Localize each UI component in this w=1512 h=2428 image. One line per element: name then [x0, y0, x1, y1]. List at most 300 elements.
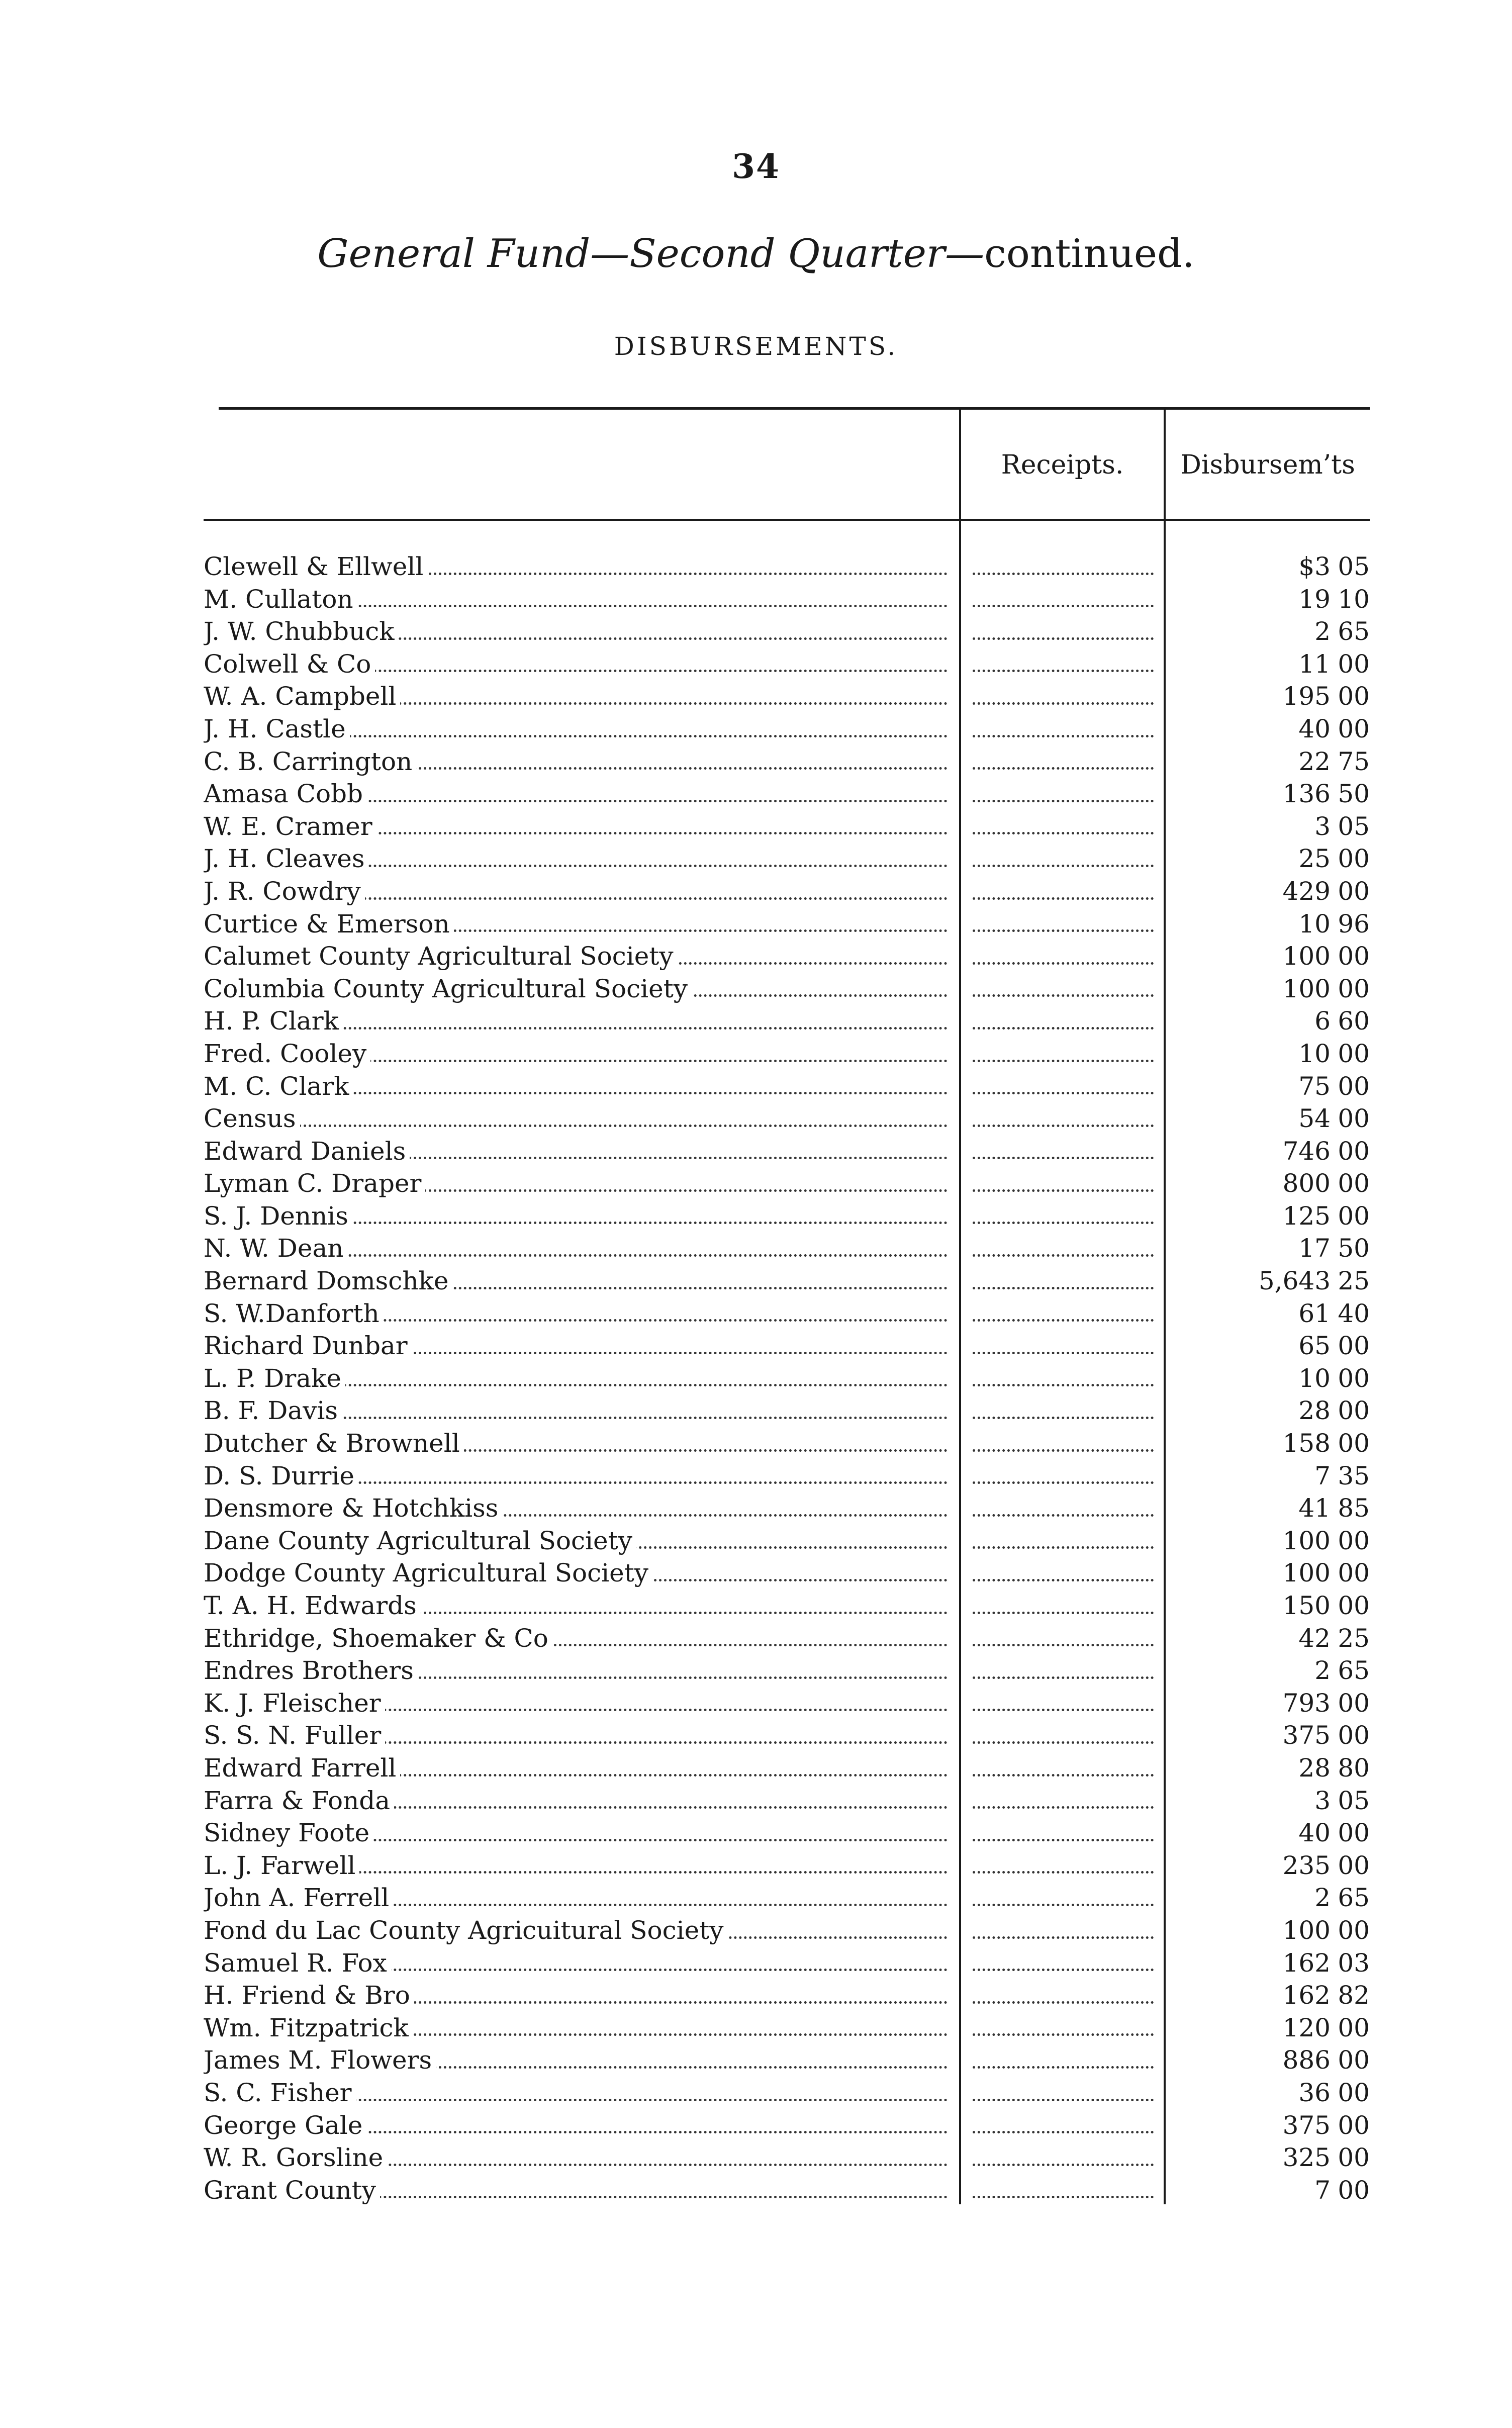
amount-dollars: 54: [1298, 1104, 1331, 1134]
amount-cents: 00: [1338, 2013, 1370, 2042]
amount-cents: 60: [1338, 1006, 1370, 1036]
amount-cents: 00: [1338, 1915, 1370, 1945]
amount-dollars: 10: [1298, 1039, 1331, 1068]
amount-dollars: 100: [1282, 974, 1331, 1003]
disbursement-amount: [1166, 2077, 1370, 2109]
receipts-cell: [973, 940, 1154, 973]
receipts-cell: [973, 583, 1154, 616]
payee-name: Densmore & Hotchkiss: [204, 1493, 502, 1523]
receipts-cell: [973, 1362, 1154, 1395]
amount-cents: 05: [1338, 552, 1370, 581]
payee-name: Dutcher & Brownell: [204, 1429, 464, 1458]
payee-cell: [204, 2012, 948, 2044]
payee-cell: [204, 1200, 948, 1233]
disbursement-amount: [1166, 1135, 1370, 1168]
payee-cell: [204, 940, 948, 973]
disbursement-amount: [1166, 1752, 1370, 1785]
payee-cell: [204, 1265, 948, 1297]
table-row: [204, 1785, 1370, 1817]
amount-dollars: 136: [1282, 779, 1331, 809]
receipts-cell: [973, 1525, 1154, 1557]
table-row: [204, 1394, 1370, 1427]
amount-cents: 65: [1338, 617, 1370, 646]
amount-dollars: 17: [1298, 1234, 1331, 1263]
disbursement-amount: [1166, 1102, 1370, 1135]
payee-name: W. R. Gorsline: [204, 2143, 387, 2172]
payee-cell: [204, 1038, 948, 1070]
payee-name: James M. Flowers: [204, 2045, 436, 2075]
amount-cents: 00: [1338, 714, 1370, 743]
payee-name: Endres Brothers: [204, 1656, 418, 1685]
amount-cents: 25: [1338, 1623, 1370, 1653]
table-row: [204, 1687, 1370, 1720]
amount-cents: 00: [1338, 1721, 1370, 1750]
table-row: [204, 1005, 1370, 1038]
amount-dollars: 375: [1282, 2110, 1331, 2140]
amount-dollars: 120: [1282, 2013, 1331, 2042]
disbursements-column-header: Disbursem’ts: [1180, 450, 1355, 480]
disbursement-amount: [1166, 745, 1370, 778]
disbursement-amount: [1166, 1719, 1370, 1752]
amount-cents: 00: [1338, 1818, 1370, 1848]
disbursement-amount: [1166, 940, 1370, 973]
table-row: [204, 1622, 1370, 1655]
receipts-cell: [973, 1102, 1154, 1135]
payee-cell: [204, 1102, 948, 1135]
receipts-cell: [973, 843, 1154, 875]
payee-name: Samuel R. Fox: [204, 1948, 391, 1978]
table-row: [204, 1882, 1370, 1914]
amount-cents: 00: [1338, 2175, 1370, 2205]
amount-cents: 75: [1338, 746, 1370, 776]
disbursement-amount: [1166, 713, 1370, 745]
payee-name: Lyman C. Draper: [204, 1169, 425, 1198]
payee-cell: [204, 713, 948, 745]
table-row: [204, 1297, 1370, 1330]
receipts-cell: [973, 1914, 1154, 1947]
amount-cents: 00: [1338, 1558, 1370, 1588]
section-heading: DISBURSEMENTS.: [614, 332, 898, 361]
table-row: [204, 2109, 1370, 2142]
amount-dollars: 100: [1282, 1526, 1331, 1555]
disbursement-amount: [1166, 1557, 1370, 1590]
amount-dollars: 800: [1282, 1169, 1331, 1198]
receipts-cell: [973, 2044, 1154, 2077]
amount-dollars: 6: [1314, 1006, 1331, 1036]
receipts-cell: [973, 908, 1154, 941]
table-row: [204, 2044, 1370, 2077]
payee-name: W. A. Campbell: [204, 682, 400, 711]
disbursement-amount: [1166, 843, 1370, 875]
amount-dollars: $3: [1298, 552, 1331, 581]
receipts-cell: [973, 1460, 1154, 1492]
table-row: [204, 1914, 1370, 1947]
amount-dollars: 2: [1314, 1883, 1331, 1913]
receipts-cell: [973, 1785, 1154, 1817]
amount-dollars: 36: [1298, 2078, 1331, 2107]
amount-cents: 00: [1338, 2143, 1370, 2173]
payee-name: H. Friend & Bro: [204, 1981, 414, 2010]
disbursement-amount: [1166, 1200, 1370, 1233]
receipts-cell: [973, 1849, 1154, 1882]
receipts-cell: [973, 1719, 1154, 1752]
receipts-cell: [973, 1167, 1154, 1200]
amount-cents: 05: [1338, 811, 1370, 841]
amount-cents: 65: [1338, 1656, 1370, 1686]
table-row: [204, 1947, 1370, 1980]
amount-cents: 40: [1338, 1298, 1370, 1328]
payee-cell: [204, 615, 948, 648]
table-body: [204, 550, 1370, 2206]
disbursement-amount: [1166, 1070, 1370, 1103]
amount-dollars: 429: [1282, 876, 1331, 906]
receipts-cell: [973, 1038, 1154, 1070]
table-row: [204, 1102, 1370, 1135]
disbursement-amount: [1166, 908, 1370, 941]
payee-name: J. H. Cleaves: [204, 844, 368, 873]
payee-cell: [204, 2141, 948, 2174]
payee-cell: [204, 1460, 948, 1492]
table-row: [204, 1232, 1370, 1265]
disbursement-amount: [1166, 2044, 1370, 2077]
payee-name: L. P. Drake: [204, 1364, 345, 1393]
table-row: [204, 1362, 1370, 1395]
amount-dollars: 10: [1298, 909, 1331, 939]
disbursement-amount: [1166, 2174, 1370, 2207]
disbursement-amount: [1166, 1362, 1370, 1395]
receipts-cell: [973, 2174, 1154, 2207]
table-row: [204, 1817, 1370, 1849]
disbursement-amount: [1166, 1492, 1370, 1525]
amount-dollars: 40: [1298, 1818, 1331, 1848]
table-row: [204, 1200, 1370, 1233]
payee-cell: [204, 1362, 948, 1395]
receipts-cell: [973, 713, 1154, 745]
payee-name: Wm. Fitzpatrick: [204, 2013, 413, 2042]
payee-cell: [204, 680, 948, 713]
amount-dollars: 75: [1298, 1071, 1331, 1101]
table-row: [204, 1590, 1370, 1622]
disbursement-amount: [1166, 1622, 1370, 1655]
disbursement-amount: [1166, 1882, 1370, 1914]
table-row: [204, 1135, 1370, 1168]
receipts-column-header: Receipts.: [1001, 450, 1124, 480]
amount-dollars: 10: [1298, 1363, 1331, 1393]
table-header-rule: [204, 519, 1370, 521]
receipts-cell: [973, 875, 1154, 908]
receipts-cell: [973, 1817, 1154, 1849]
payee-cell: [204, 1135, 948, 1168]
amount-cents: 50: [1338, 779, 1370, 809]
disbursement-amount: [1166, 1654, 1370, 1687]
payee-name: Curtice & Emerson: [204, 909, 454, 939]
amount-cents: 00: [1338, 1850, 1370, 1880]
amount-cents: 00: [1338, 2045, 1370, 2075]
payee-cell: [204, 1687, 948, 1720]
amount-dollars: 325: [1282, 2143, 1331, 2173]
amount-cents: 00: [1338, 2110, 1370, 2140]
payee-cell: [204, 2109, 948, 2142]
payee-cell: [204, 2077, 948, 2109]
table-row: [204, 550, 1370, 583]
payee-cell: [204, 810, 948, 843]
disbursement-amount: [1166, 1849, 1370, 1882]
payee-cell: [204, 1427, 948, 1460]
amount-cents: 00: [1338, 1396, 1370, 1426]
table-row: [204, 583, 1370, 616]
table-row: [204, 1525, 1370, 1557]
receipts-cell: [973, 1947, 1154, 1980]
table-row: [204, 778, 1370, 810]
amount-cents: 00: [1338, 974, 1370, 1003]
receipts-cell: [973, 1135, 1154, 1168]
disbursement-amount: [1166, 1687, 1370, 1720]
payee-name: T. A. H. Edwards: [204, 1591, 421, 1620]
receipts-cell: [973, 2141, 1154, 2174]
payee-name: George Gale: [204, 2111, 366, 2140]
receipts-cell: [973, 1232, 1154, 1265]
amount-dollars: 100: [1282, 1915, 1331, 1945]
table-top-rule: [219, 407, 1370, 410]
amount-cents: 00: [1338, 1104, 1370, 1134]
disbursement-amount: [1166, 1394, 1370, 1427]
table-row: [204, 1070, 1370, 1103]
payee-cell: [204, 1590, 948, 1622]
payee-name: Census: [204, 1104, 300, 1133]
amount-dollars: 3: [1314, 811, 1331, 841]
amount-dollars: 28: [1298, 1396, 1331, 1426]
table-row: [204, 713, 1370, 745]
amount-cents: 65: [1338, 1883, 1370, 1913]
payee-cell: [204, 1070, 948, 1103]
receipts-cell: [973, 1557, 1154, 1590]
amount-dollars: 235: [1282, 1850, 1331, 1880]
payee-name: Calumet County Agricultural Society: [204, 942, 678, 971]
amount-cents: 00: [1338, 1363, 1370, 1393]
amount-dollars: 150: [1282, 1591, 1331, 1620]
receipts-cell: [973, 1070, 1154, 1103]
table-row: [204, 2174, 1370, 2207]
disbursement-amount: [1166, 1785, 1370, 1817]
disbursement-amount: [1166, 2141, 1370, 2174]
table-row: [204, 1460, 1370, 1492]
amount-cents: 00: [1338, 1169, 1370, 1198]
payee-cell: [204, 1947, 948, 1980]
amount-dollars: 5,643: [1258, 1266, 1331, 1296]
payee-cell: [204, 1005, 948, 1038]
receipts-cell: [973, 810, 1154, 843]
amount-dollars: 40: [1298, 714, 1331, 743]
amount-dollars: 22: [1298, 746, 1331, 776]
payee-cell: [204, 908, 948, 941]
table-row: [204, 1167, 1370, 1200]
amount-cents: 05: [1338, 1786, 1370, 1815]
receipts-cell: [973, 1882, 1154, 1914]
amount-cents: 03: [1338, 1948, 1370, 1978]
payee-cell: [204, 1492, 948, 1525]
amount-cents: 25: [1338, 1266, 1370, 1296]
amount-cents: 00: [1338, 844, 1370, 874]
payee-cell: [204, 843, 948, 875]
table-row: [204, 843, 1370, 875]
payee-name: K. J. Fleischer: [204, 1689, 385, 1718]
amount-cents: 00: [1338, 682, 1370, 711]
payee-cell: [204, 973, 948, 1005]
amount-dollars: 162: [1282, 1981, 1331, 2010]
payee-name: M. Cullaton: [204, 585, 357, 614]
disbursement-amount: [1166, 680, 1370, 713]
amount-dollars: 100: [1282, 1558, 1331, 1588]
receipts-cell: [973, 745, 1154, 778]
table-row: [204, 1557, 1370, 1590]
amount-dollars: 158: [1282, 1429, 1331, 1458]
amount-cents: 80: [1338, 1753, 1370, 1783]
payee-name: S. W.Danforth: [204, 1299, 384, 1328]
running-title: [0, 231, 1512, 276]
disbursement-amount: [1166, 648, 1370, 681]
receipts-cell: [973, 1654, 1154, 1687]
amount-cents: 82: [1338, 1981, 1370, 2010]
payee-cell: [204, 1622, 948, 1655]
disbursement-amount: [1166, 550, 1370, 583]
table-row: [204, 973, 1370, 1005]
payee-cell: [204, 875, 948, 908]
amount-cents: 00: [1338, 1429, 1370, 1458]
disbursement-amount: [1166, 1979, 1370, 2012]
payee-cell: [204, 1167, 948, 1200]
payee-name: D. S. Durrie: [204, 1461, 358, 1490]
disbursement-amount: [1166, 973, 1370, 1005]
table-row: [204, 2077, 1370, 2109]
payee-name: Grant County: [204, 2176, 380, 2205]
payee-name: J. H. Castle: [204, 714, 350, 743]
receipts-cell: [973, 2109, 1154, 2142]
disbursement-amount: [1166, 1460, 1370, 1492]
amount-dollars: 125: [1282, 1201, 1331, 1231]
payee-name: W. E. Cramer: [204, 812, 376, 841]
amount-dollars: 42: [1298, 1623, 1331, 1653]
disbursement-amount: [1166, 615, 1370, 648]
amount-dollars: 19: [1298, 584, 1331, 614]
disbursement-amount: [1166, 1330, 1370, 1362]
disbursement-amount: [1166, 778, 1370, 810]
receipts-cell: [973, 1297, 1154, 1330]
amount-dollars: 886: [1282, 2045, 1331, 2075]
receipts-cell: [973, 1005, 1154, 1038]
disbursements-table: [204, 407, 1370, 2204]
receipts-cell: [973, 1492, 1154, 1525]
amount-dollars: 7: [1314, 2175, 1331, 2205]
disbursement-amount: [1166, 810, 1370, 843]
receipts-cell: [973, 1330, 1154, 1362]
amount-dollars: 11: [1298, 649, 1331, 679]
table-row: [204, 745, 1370, 778]
disbursement-amount: [1166, 1947, 1370, 1980]
receipts-cell: [973, 1979, 1154, 2012]
payee-name: Bernard Domschke: [204, 1266, 452, 1295]
payee-cell: [204, 1557, 948, 1590]
amount-cents: 00: [1338, 1136, 1370, 1166]
payee-name: Farra & Fonda: [204, 1786, 394, 1815]
amount-dollars: 195: [1282, 682, 1331, 711]
payee-cell: [204, 648, 948, 681]
payee-cell: [204, 1849, 948, 1882]
amount-cents: 10: [1338, 584, 1370, 614]
payee-cell: [204, 1394, 948, 1427]
table-row: [204, 1979, 1370, 2012]
amount-cents: 35: [1338, 1461, 1370, 1490]
receipts-cell: [973, 1394, 1154, 1427]
payee-cell: [204, 1719, 948, 1752]
payee-cell: [204, 1525, 948, 1557]
disbursement-amount: [1166, 1167, 1370, 1200]
payee-cell: [204, 2174, 948, 2207]
payee-name: S. J. Dennis: [204, 1201, 352, 1231]
table-row: [204, 940, 1370, 973]
receipts-cell: [973, 550, 1154, 583]
receipts-cell: [973, 1687, 1154, 1720]
receipts-cell: [973, 680, 1154, 713]
receipts-cell: [973, 1752, 1154, 1785]
disbursement-amount: [1166, 1817, 1370, 1849]
disbursement-amount: [1166, 1914, 1370, 1947]
payee-cell: [204, 1232, 948, 1265]
payee-cell: [204, 1330, 948, 1362]
payee-cell: [204, 2044, 948, 2077]
table-row: [204, 1330, 1370, 1362]
amount-dollars: 3: [1314, 1786, 1331, 1815]
payee-cell: [204, 1882, 948, 1914]
amount-dollars: 2: [1314, 1656, 1331, 1686]
amount-dollars: 100: [1282, 942, 1331, 971]
payee-cell: [204, 1914, 948, 1947]
payee-name: Colwell & Co: [204, 649, 375, 679]
amount-cents: 96: [1338, 909, 1370, 939]
payee-name: Columbia County Agricultural Society: [204, 974, 692, 1003]
amount-cents: 00: [1338, 942, 1370, 971]
running-title-suffix: continued.: [984, 231, 1195, 276]
payee-cell: [204, 1785, 948, 1817]
table-row: [204, 1752, 1370, 1785]
receipts-cell: [973, 1200, 1154, 1233]
table-row: [204, 648, 1370, 681]
amount-cents: 00: [1338, 1071, 1370, 1101]
receipts-cell: [973, 1265, 1154, 1297]
amount-cents: 00: [1338, 1331, 1370, 1361]
receipts-cell: [973, 1427, 1154, 1460]
payee-name: Dodge County Agricultural Society: [204, 1558, 652, 1587]
payee-name: Dane County Agricultural Society: [204, 1526, 636, 1555]
disbursement-amount: [1166, 1590, 1370, 1622]
amount-dollars: 746: [1282, 1136, 1331, 1166]
payee-name: S. S. N. Fuller: [204, 1721, 385, 1750]
amount-dollars: 2: [1314, 617, 1331, 646]
table-row: [204, 908, 1370, 941]
amount-cents: 00: [1338, 1591, 1370, 1620]
disbursement-amount: [1166, 875, 1370, 908]
disbursement-amount: [1166, 583, 1370, 616]
table-row: [204, 1038, 1370, 1070]
amount-cents: 85: [1338, 1493, 1370, 1523]
amount-dollars: 7: [1314, 1461, 1331, 1490]
payee-name: J. R. Cowdry: [204, 877, 365, 906]
disbursement-amount: [1166, 2012, 1370, 2044]
page-number: 34: [732, 147, 780, 186]
table-row: [204, 2141, 1370, 2174]
table-row: [204, 810, 1370, 843]
payee-cell: [204, 778, 948, 810]
disbursement-amount: [1166, 1297, 1370, 1330]
